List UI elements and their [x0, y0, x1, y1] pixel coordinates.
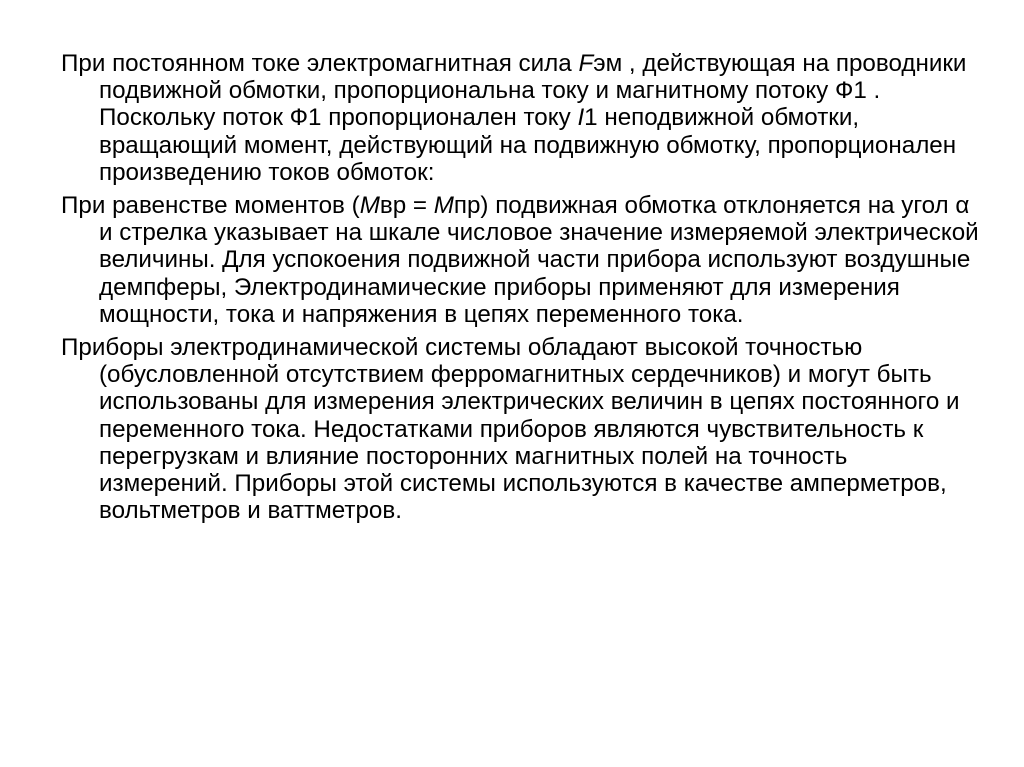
paragraph-3-text-1: Приборы электродинамической системы обладают высокой точностью (обусловленной отсутствием ферромагнитных сердечников) и могут быть использованы для измерения электрических величин в цепях постоянного и переменного тока. Недостатками приборов являются чувствительность к перегрузкам и влияние посторонних магнитных полей на точность измерений. Приборы этой системы используются в качестве амперметров, вольтметров и ваттметров.: [61, 334, 960, 525]
paragraph-1-text-1: При постоянном токе электромагнитная сила: [61, 50, 579, 77]
text-block: [61, 50, 981, 530]
paragraph-3: [61, 334, 981, 524]
paragraph-2: [61, 192, 981, 328]
current-symbol: I: [577, 104, 585, 132]
paragraph-1: [61, 50, 981, 186]
force-symbol: F: [578, 50, 594, 77]
moment-symbol-2: M: [433, 192, 454, 220]
paragraph-1-text-2: эм , действующая на проводники подвижной обмотки, пропорциональна току и магнитному потоку Ф1 . Поскольку поток Ф1 пропорционален току: [99, 50, 967, 132]
moment-symbol-1: M: [359, 192, 380, 220]
paragraph-2-text-2: вр =: [379, 192, 434, 220]
paragraph-2-text-3: пр) подвижная обмотка отклоняется на угол α и стрелка указывает на шкале числовое значение измеряемой электрической величины. Для успокоения подвижной части прибора используют воздушные демпферы, Электродинамические приборы применяют для измерения мощности, тока и напряжения в цепях переменного тока.: [99, 192, 979, 328]
paragraph-1-text-3: 1 неподвижной обмотки, вращающий момент, действующий на подвижную обмотку, пропорционален произведению токов обмоток:: [99, 104, 957, 186]
paragraph-2-text-1: При равенстве моментов (: [61, 192, 360, 220]
